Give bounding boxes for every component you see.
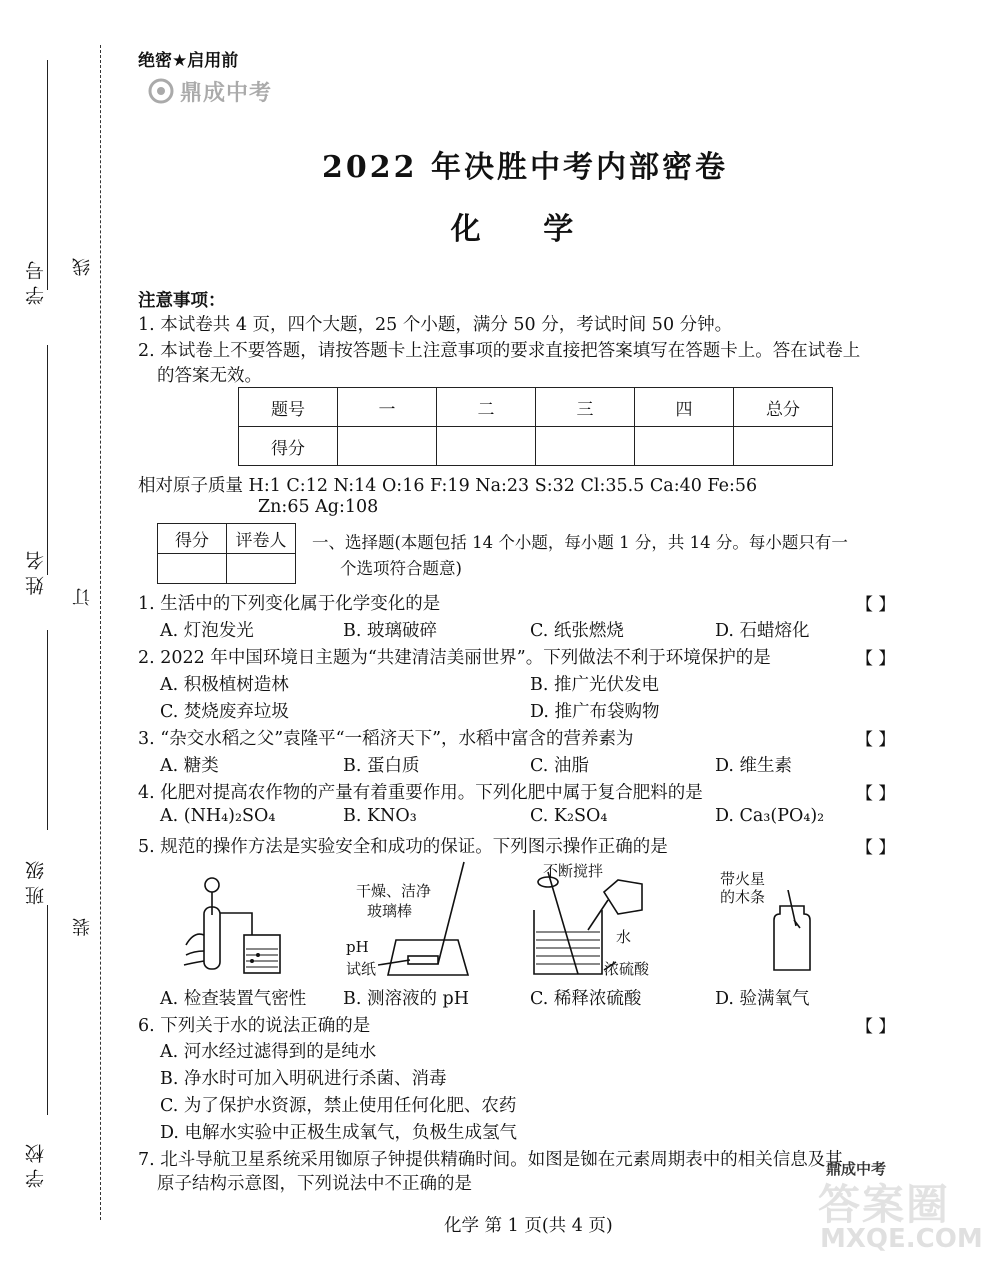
option-a: A. 检查装置气密性 (160, 989, 307, 1009)
option-a: A. 河水经过滤得到的是纯水 (160, 1042, 377, 1062)
score-header: 四 (635, 388, 734, 427)
answer-bracket: 【 】 (856, 838, 896, 858)
cut-word-line: 线 (72, 258, 93, 276)
option-a: A. 灯泡发光 (160, 621, 254, 641)
option-a: A. 积极植树造林 (160, 675, 289, 695)
atomic-mass-line: 相对原子质量 H:1 C:12 N:14 O:16 F:19 Na:23 S:32 Cl:35.5 Ca:40 Fe:56 (138, 476, 758, 496)
option-b: B. 蛋白质 (343, 756, 420, 776)
option-a: A. (NH₄)₂SO₄ (160, 806, 276, 826)
score-table (238, 387, 833, 466)
option-b: B. KNO₃ (343, 806, 417, 826)
option-c: C. 稀释浓硫酸 (530, 989, 642, 1009)
option-c: C. 油脂 (530, 756, 589, 776)
score-header: 三 (536, 388, 635, 427)
notice-item: 1. 本试卷共 4 页，四个大题，25 个小题，满分 50 分，考试时间 50 分钟。 (138, 315, 733, 335)
fig-d-label: 带火星 (720, 870, 766, 888)
watermark-text: 答案圈 (818, 1180, 951, 1229)
grader-table (157, 523, 296, 584)
question-stem: 4. 化肥对提高农作物的产量有着重要作用。下列化肥中属于复合肥料的是 (138, 783, 703, 803)
score-header: 题号 (239, 388, 338, 427)
figure-dilute-acid (530, 870, 670, 980)
class-label: 班级 (25, 855, 47, 905)
watermark-url: MXQE.COM (820, 1224, 983, 1254)
secret-label: 绝密★启用前 (138, 51, 239, 71)
fig-b-label: 玻璃棒 (367, 902, 413, 920)
score-cell[interactable] (536, 427, 635, 466)
answer-bracket: 【 】 (856, 784, 896, 804)
option-c: C. 纸张燃烧 (530, 621, 624, 641)
school-label: 学校 (25, 1138, 47, 1188)
option-b: B. 测溶液的 pH (343, 989, 470, 1009)
fig-b-label: pH (346, 938, 369, 956)
answer-bracket: 【 】 (856, 649, 896, 669)
fig-c-label: 水 (616, 928, 632, 946)
fig-b-label: 干燥、洁净 (356, 882, 432, 900)
exam-title: 2022 年决胜中考内部密卷 (322, 150, 728, 185)
option-b: B. 净水时可加入明矾进行杀菌、消毒 (160, 1069, 447, 1089)
score-header: 二 (437, 388, 536, 427)
option-c: C. 焚烧废弃垃圾 (160, 702, 289, 722)
option-c: C. 为了保护水资源，禁止使用任何化肥、农药 (160, 1096, 517, 1116)
question-stem: 1. 生活中的下列变化属于化学变化的是 (138, 594, 441, 614)
option-d: D. 维生素 (715, 756, 793, 776)
score-cell[interactable] (437, 427, 536, 466)
option-b: B. 玻璃破碎 (343, 621, 437, 641)
option-d: D. 电解水实验中正极生成氧气，负极生成氢气 (160, 1123, 518, 1143)
option-a: A. 糖类 (160, 756, 219, 776)
question-stem: 原子结构示意图，下列说法中不正确的是 (157, 1174, 472, 1194)
score-row-label: 得分 (239, 427, 338, 466)
binding-line (47, 630, 48, 830)
name-label: 姓名 (25, 545, 47, 595)
answer-bracket: 【 】 (856, 1017, 896, 1037)
question-stem: 6. 下列关于水的说法正确的是 (138, 1016, 371, 1036)
logo (146, 76, 176, 110)
option-d: D. 验满氧气 (715, 989, 810, 1009)
question-stem: 5. 规范的操作方法是实验安全和成功的保证。下列图示操作正确的是 (138, 837, 668, 857)
answer-bracket: 【 】 (856, 595, 896, 615)
score-header: 总分 (734, 388, 833, 427)
notice-item: 2. 本试卷上不要答题，请按答题卡上注意事项的要求直接把答案填写在答题卡上。答在试卷上 (138, 341, 861, 361)
section-title: 一、选择题(本题包括 14 个小题，每小题 1 分，共 14 分。每小题只有一 (312, 533, 848, 552)
score-cell[interactable] (635, 427, 734, 466)
option-d: D. Ca₃(PO₄)₂ (715, 806, 825, 826)
score-cell[interactable] (734, 427, 833, 466)
cut-word-staple: 订 (72, 588, 93, 606)
fig-b-label: 试纸 (346, 960, 377, 978)
answer-bracket: 【 】 (856, 730, 896, 750)
score-header: 一 (338, 388, 437, 427)
cut-word-bind: 装 (72, 918, 93, 936)
figure-ph-test (378, 860, 478, 980)
fig-c-label: 不断搅拌 (543, 862, 604, 880)
option-d: D. 推广布袋购物 (530, 702, 660, 722)
page-footer: 化学 第 1 页(共 4 页) (444, 1216, 613, 1236)
score-cell[interactable] (338, 427, 437, 466)
subject-title: 化 学 (450, 212, 600, 247)
logo-text: 鼎成中考 (180, 81, 273, 106)
binding-line (47, 345, 48, 575)
atomic-mass-line: Zn:65 Ag:108 (258, 497, 379, 517)
option-b: B. 推广光伏发电 (530, 675, 659, 695)
grader-score-label: 得分 (158, 524, 227, 554)
question-stem: 2. 2022 年中国环境日主题为“共建清洁美丽世界”。下列做法不利于环境保护的是 (138, 648, 771, 668)
figure-oxygen-test (760, 890, 820, 980)
option-c: C. K₂SO₄ (530, 806, 608, 826)
notice-item: 的答案无效。 (157, 366, 262, 386)
grader-score-cell[interactable] (158, 554, 227, 584)
logo-icon (146, 76, 176, 106)
watermark-brand: 鼎成中考 (826, 1160, 887, 1178)
grader-name-cell[interactable] (227, 554, 296, 584)
option-d: D. 石蜡熔化 (715, 621, 810, 641)
question-stem: 3. “杂交水稻之父”袁隆平“一稻济天下”，水稻中富含的营养素为 (138, 729, 634, 749)
fig-c-label: 浓硫酸 (604, 960, 650, 978)
notice-heading: 注意事项： (138, 291, 226, 311)
fig-d-label: 的木条 (720, 888, 766, 906)
figure-airtightness (180, 875, 290, 980)
binding-line (47, 905, 48, 1115)
section-title: 个选项符合题意) (340, 559, 462, 578)
student-id-label: 学号 (25, 255, 47, 305)
grader-name-label: 评卷人 (227, 524, 296, 554)
question-stem: 7. 北斗导航卫星系统采用铷原子钟提供精确时间。如图是铷在元素周期表中的相关信息及其 (138, 1150, 843, 1170)
